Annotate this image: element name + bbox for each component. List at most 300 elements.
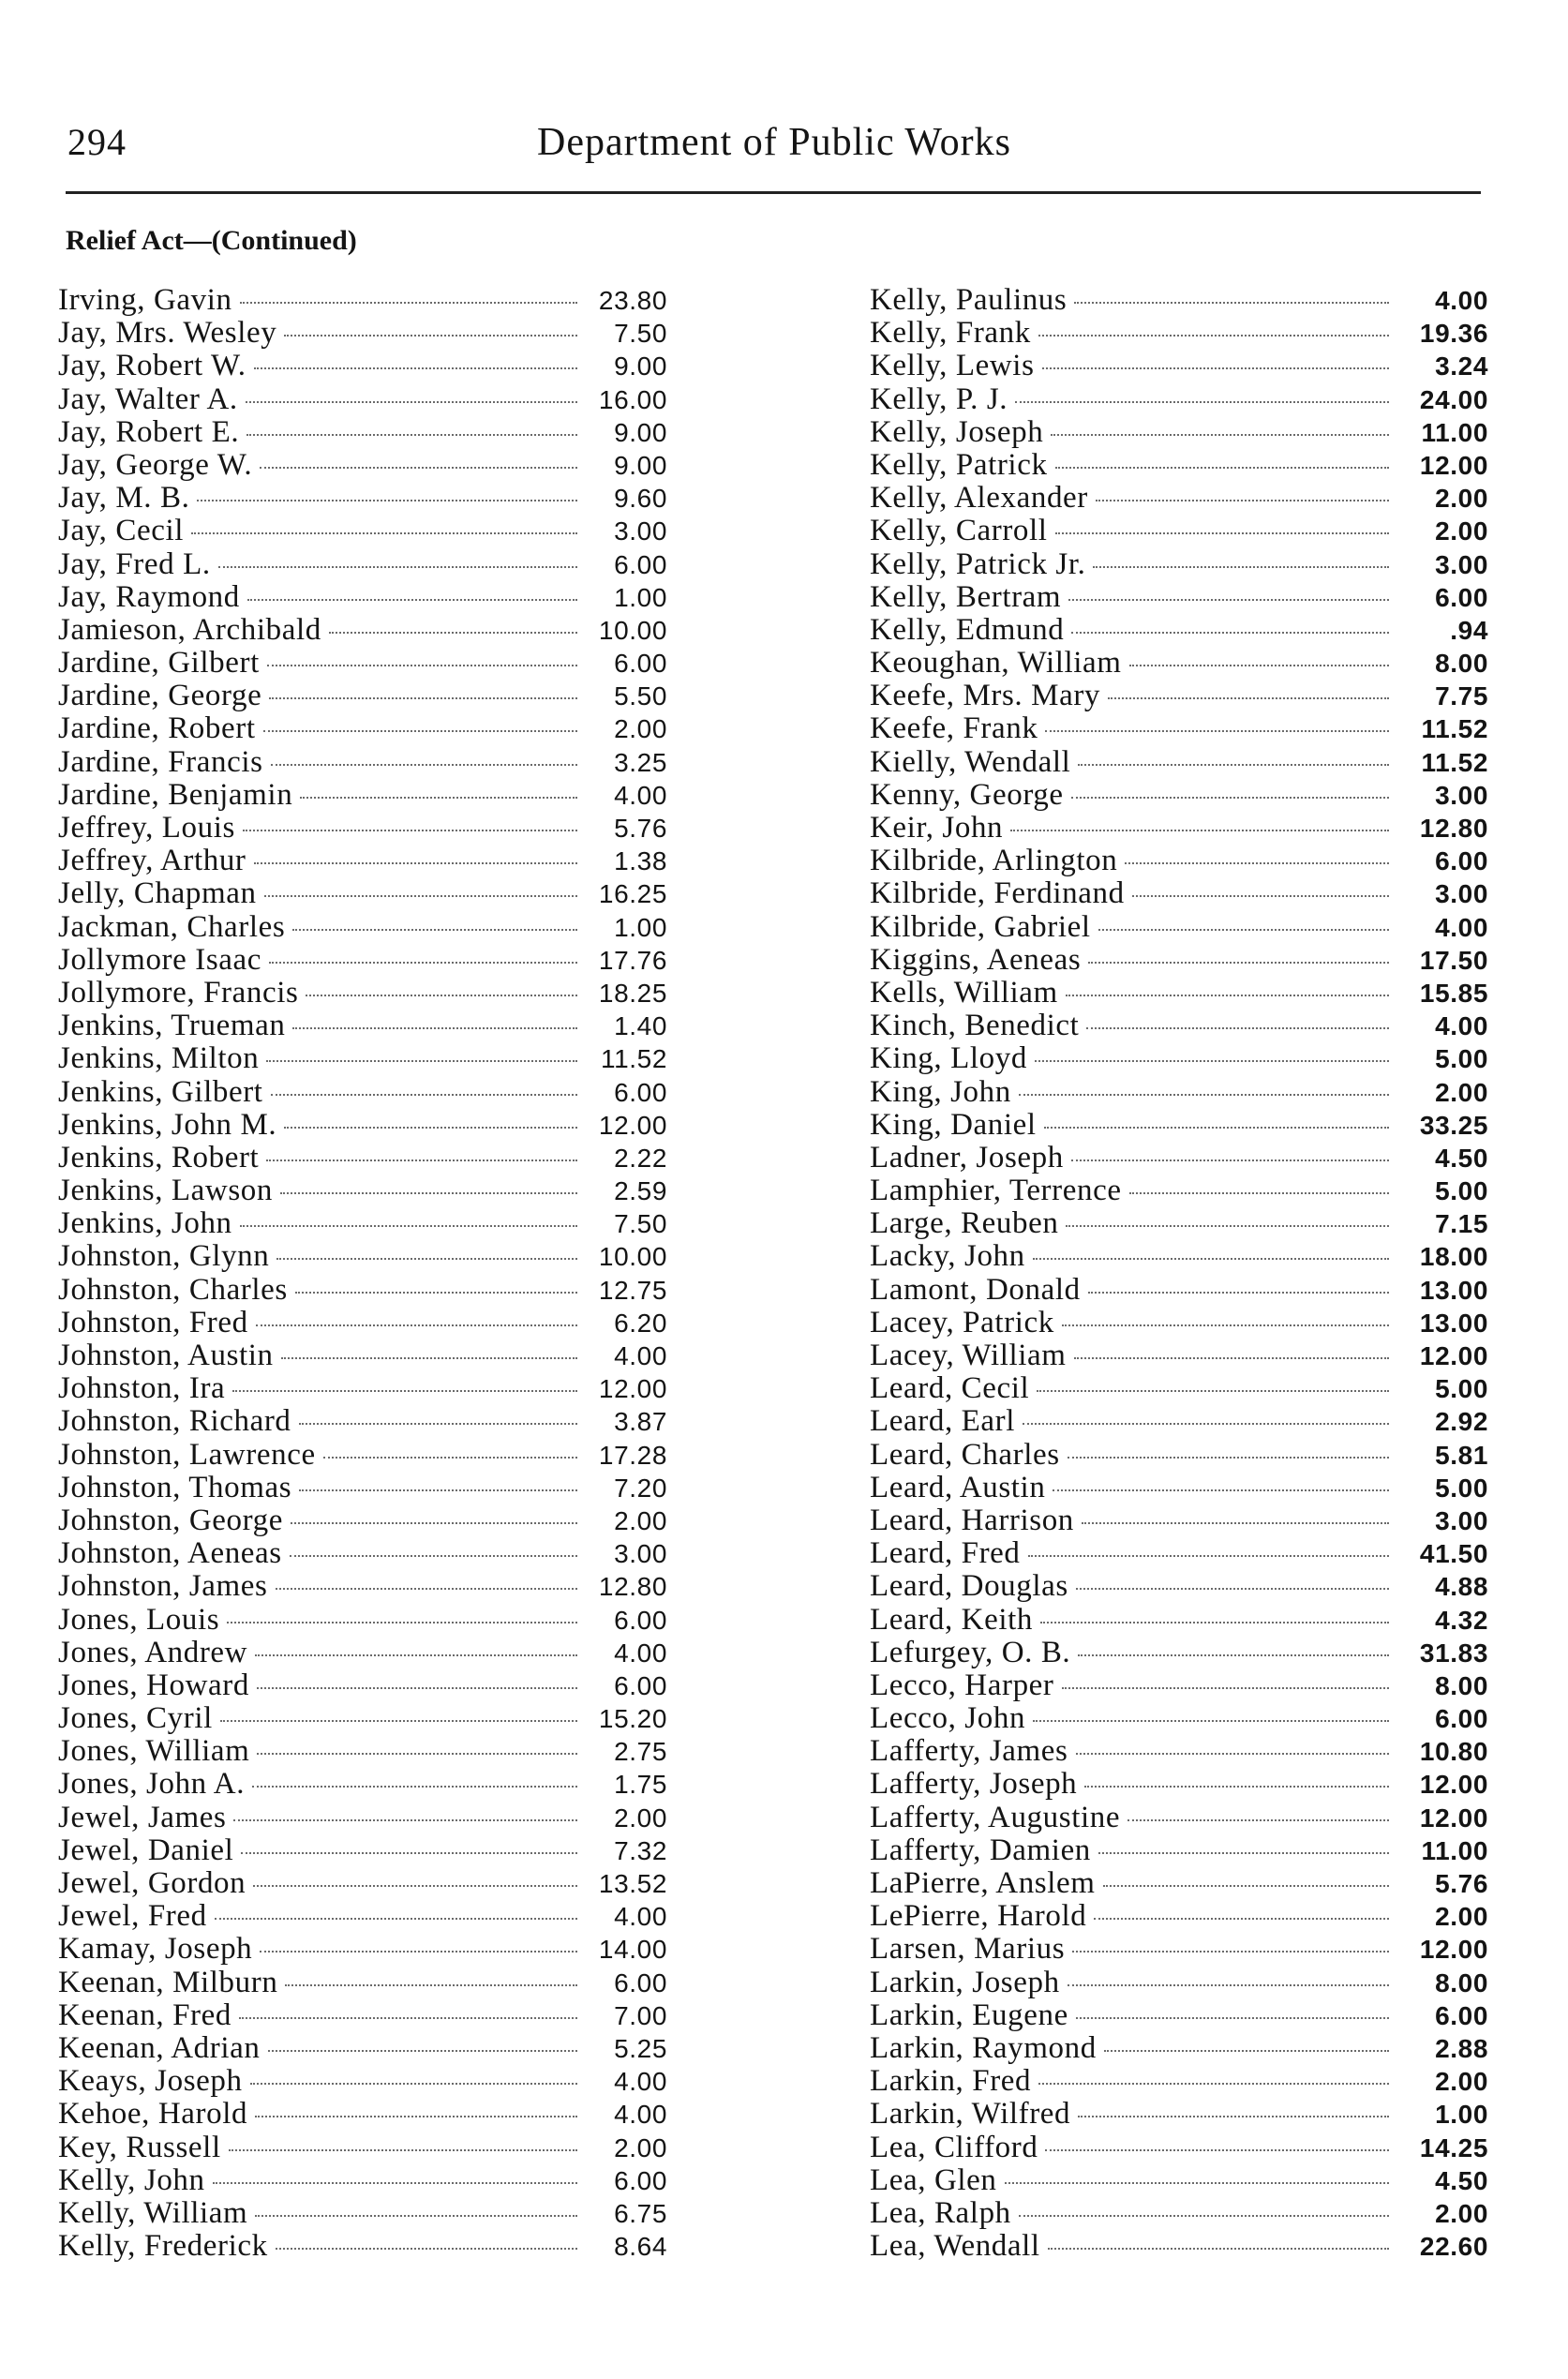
- dot-leader: [285, 1984, 577, 1986]
- list-item: [58, 2164, 667, 2197]
- entry-amount: 14.00: [598, 1935, 667, 1965]
- entry-amount: 2.92: [1435, 1407, 1488, 1437]
- dot-leader: [255, 1654, 577, 1656]
- entry-name: Kilbride, Ferdinand: [870, 876, 1125, 911]
- entry-amount: 3.00: [1435, 879, 1488, 909]
- entry-name: Kelly, Paulinus: [870, 283, 1068, 317]
- list-item: [58, 1076, 667, 1109]
- dot-leader: [1033, 1258, 1389, 1260]
- dot-leader: [240, 302, 577, 304]
- entry-name: LaPierre, Anslem: [870, 1866, 1096, 1900]
- list-item: [58, 1207, 667, 1240]
- entry-name: Lafferty, Augustine: [870, 1800, 1121, 1834]
- entry-amount: 5.76: [1435, 1869, 1488, 1898]
- entry-amount: 9.00: [614, 450, 667, 480]
- entry-name: Leard, Fred: [870, 1536, 1021, 1571]
- entry-amount: 18.00: [1419, 1242, 1488, 1272]
- entry-name: Kelly, Frank: [870, 316, 1031, 351]
- dot-leader: [1076, 1753, 1390, 1755]
- dot-leader: [1005, 2182, 1390, 2184]
- list-item: [870, 1042, 1488, 1075]
- entry-name: Jardine, Gilbert: [58, 646, 260, 681]
- dot-leader: [1078, 2116, 1389, 2117]
- entry-name: Jardine, Francis: [58, 744, 263, 779]
- entry-name: Key, Russell: [58, 2130, 221, 2164]
- list-item: [870, 779, 1488, 812]
- list-item: [870, 1900, 1488, 1933]
- dot-leader: [257, 1753, 577, 1755]
- dot-leader: [1028, 1555, 1389, 1557]
- list-item: [870, 1834, 1488, 1867]
- dot-leader: [255, 2116, 577, 2117]
- dot-leader: [1078, 764, 1389, 766]
- list-item: [58, 1669, 667, 1702]
- list-item: [58, 944, 667, 977]
- dot-leader: [290, 1555, 577, 1557]
- list-item: [870, 1175, 1488, 1207]
- entry-amount: 2.00: [614, 2132, 667, 2162]
- entry-amount: 4.00: [614, 1341, 667, 1370]
- dot-leader: [1094, 1918, 1389, 1920]
- list-item: [58, 1042, 667, 1075]
- entry-amount: 9.60: [614, 484, 667, 514]
- entry-name: Larsen, Marius: [870, 1932, 1066, 1967]
- entry-amount: 8.64: [614, 2232, 667, 2262]
- list-item: [58, 350, 667, 382]
- dot-leader: [233, 1819, 577, 1821]
- entry-name: Jeffrey, Louis: [58, 811, 235, 845]
- entry-amount: 2.88: [1435, 2033, 1488, 2063]
- entry-name: Jones, Cyril: [58, 1701, 213, 1736]
- entry-name: Jay, Raymond: [58, 579, 240, 614]
- list-item: [58, 911, 667, 944]
- list-item: [58, 1142, 667, 1175]
- entry-name: Kelly, Carroll: [870, 514, 1048, 548]
- list-item: [58, 1637, 667, 1669]
- entry-amount: 10.00: [598, 1242, 667, 1272]
- entry-amount: 12.00: [1419, 450, 1488, 480]
- entry-amount: 3.00: [1435, 549, 1488, 579]
- entry-name: Kiggins, Aeneas: [870, 942, 1082, 977]
- dot-leader: [213, 2182, 577, 2184]
- list-item: [58, 515, 667, 547]
- entry-amount: 12.75: [598, 1275, 667, 1305]
- page-number: 294: [67, 121, 127, 163]
- entry-name: Kinch, Benedict: [870, 1009, 1080, 1043]
- list-item: [58, 1702, 667, 1735]
- entry-amount: 12.00: [598, 1374, 667, 1404]
- dot-leader: [1098, 1852, 1389, 1854]
- dot-leader: [1048, 2248, 1389, 2250]
- dot-leader: [1066, 1225, 1389, 1227]
- dot-leader: [1035, 1060, 1389, 1062]
- dot-leader: [260, 1951, 577, 1953]
- list-item: [870, 1867, 1488, 1900]
- list-item: [870, 746, 1488, 779]
- entry-amount: 18.25: [598, 978, 667, 1008]
- entry-name: Jollymore Isaac: [58, 942, 262, 977]
- list-item: [58, 877, 667, 910]
- dot-leader: [1086, 1027, 1389, 1029]
- entry-name: Lea, Wendall: [870, 2229, 1040, 2264]
- dot-leader: [1084, 1786, 1389, 1788]
- list-item: [870, 877, 1488, 910]
- entry-name: Leard, Charles: [870, 1437, 1060, 1472]
- entry-amount: 7.15: [1435, 1209, 1488, 1239]
- dot-leader: [1071, 1160, 1389, 1161]
- entry-amount: 4.00: [1435, 1011, 1488, 1041]
- entry-name: Lamont, Donald: [870, 1272, 1081, 1307]
- entry-amount: 3.00: [1435, 1505, 1488, 1535]
- list-item: [58, 1867, 667, 1900]
- dot-leader: [267, 665, 577, 666]
- dot-leader: [1033, 1720, 1389, 1722]
- list-item: [870, 1274, 1488, 1307]
- entry-name: Lacey, William: [870, 1339, 1067, 1372]
- entry-name: Keefe, Frank: [870, 711, 1038, 746]
- dot-leader: [276, 2248, 577, 2250]
- entry-name: Kelly, Joseph: [870, 414, 1044, 449]
- entry-name: Jardine, Benjamin: [58, 777, 293, 812]
- dot-leader: [1082, 1522, 1389, 1524]
- dot-leader: [1068, 1984, 1389, 1986]
- list-item: [870, 1240, 1488, 1273]
- entry-amount: 15.85: [1419, 978, 1488, 1008]
- entry-amount: 7.00: [614, 2000, 667, 2030]
- dot-leader: [1096, 500, 1389, 501]
- entry-amount: 23.80: [598, 286, 667, 315]
- dot-leader: [1093, 566, 1389, 568]
- dot-leader: [1062, 1687, 1389, 1689]
- dot-leader: [218, 566, 577, 568]
- entry-name: Large, Reuben: [870, 1206, 1059, 1241]
- entry-name: Jackman, Charles: [58, 909, 286, 944]
- list-item: [870, 1339, 1488, 1372]
- entry-name: Jay, Robert E.: [58, 414, 240, 449]
- list-item: [870, 1010, 1488, 1042]
- entry-name: King, John: [870, 1074, 1011, 1109]
- entry-amount: 1.75: [614, 1770, 667, 1800]
- entry-amount: 2.75: [614, 1737, 667, 1767]
- dot-leader: [276, 1258, 577, 1260]
- entry-amount: 6.00: [1435, 846, 1488, 876]
- entry-amount: 5.00: [1435, 1176, 1488, 1206]
- list-item: [870, 1570, 1488, 1603]
- page-title: Department of Public Works: [537, 121, 1011, 164]
- entry-name: Larkin, Fred: [870, 2064, 1032, 2099]
- entry-name: Johnston, George: [58, 1503, 283, 1537]
- dot-leader: [299, 1489, 577, 1491]
- entry-amount: 5.25: [614, 2033, 667, 2063]
- list-item: [870, 944, 1488, 977]
- dot-leader: [1071, 632, 1389, 634]
- entry-name: Kelly, P. J.: [870, 382, 1008, 416]
- entry-amount: 6.00: [614, 649, 667, 679]
- list-item: [58, 284, 667, 317]
- entry-amount: 8.00: [1435, 1670, 1488, 1700]
- dot-leader: [1104, 2050, 1389, 2052]
- entry-amount: 5.00: [1435, 1473, 1488, 1503]
- entry-amount: 10.00: [598, 615, 667, 645]
- list-item: [870, 1142, 1488, 1175]
- entry-name: Kelly, Lewis: [870, 349, 1035, 383]
- list-item: [870, 1405, 1488, 1438]
- list-item: [870, 647, 1488, 680]
- entry-amount: 12.00: [1419, 1935, 1488, 1965]
- dot-leader: [1068, 1457, 1389, 1459]
- dot-leader: [269, 697, 577, 699]
- list-item: [58, 746, 667, 779]
- list-item: [870, 1537, 1488, 1570]
- entry-amount: 13.52: [598, 1869, 667, 1898]
- list-item: [58, 449, 667, 482]
- entry-amount: 2.00: [1435, 516, 1488, 546]
- entry-name: LePierre, Harold: [870, 1899, 1087, 1934]
- dot-leader: [271, 1094, 577, 1096]
- entry-amount: 11.00: [1421, 1835, 1488, 1865]
- list-item: [870, 416, 1488, 449]
- dot-leader: [291, 1522, 577, 1524]
- entry-amount: 3.00: [614, 1539, 667, 1569]
- entry-amount: 4.00: [614, 780, 667, 810]
- entry-name: Keenan, Milburn: [58, 1965, 278, 1999]
- entry-name: Johnston, James: [58, 1569, 268, 1604]
- list-item: [870, 1439, 1488, 1472]
- list-item: [58, 614, 667, 647]
- list-item: [870, 482, 1488, 515]
- entry-amount: 9.00: [614, 417, 667, 447]
- dot-leader: [1053, 1489, 1389, 1491]
- entry-amount: 7.20: [614, 1473, 667, 1503]
- entry-amount: 6.00: [614, 2165, 667, 2195]
- dot-leader: [254, 862, 577, 864]
- list-item: [58, 1504, 667, 1537]
- entry-name: Kelly, Patrick Jr.: [870, 546, 1086, 581]
- entry-amount: 4.50: [1435, 2165, 1488, 2195]
- left-column-list: [58, 284, 667, 2263]
- list-item: [870, 1735, 1488, 1768]
- entry-amount: 12.00: [1419, 1803, 1488, 1833]
- entry-name: Lacky, John: [870, 1239, 1025, 1274]
- entry-amount: 7.50: [614, 319, 667, 349]
- dot-leader: [191, 532, 577, 534]
- page-header: [67, 120, 1481, 176]
- dot-leader: [246, 401, 577, 403]
- entry-amount: 6.00: [614, 1670, 667, 1700]
- list-item: [58, 1802, 667, 1834]
- entry-name: Kilbride, Gabriel: [870, 909, 1091, 944]
- entry-name: Johnston, Fred: [58, 1305, 248, 1339]
- entry-amount: 6.00: [1435, 2000, 1488, 2030]
- dot-leader: [1044, 1127, 1389, 1129]
- entry-name: Johnston, Richard: [58, 1404, 291, 1439]
- dot-leader: [306, 995, 577, 996]
- entry-amount: 12.00: [1419, 1770, 1488, 1800]
- dot-leader: [1076, 1588, 1389, 1590]
- dot-leader: [300, 797, 577, 799]
- dot-leader: [197, 500, 577, 501]
- entry-name: King, Daniel: [870, 1107, 1037, 1142]
- list-item: [870, 1933, 1488, 1966]
- entry-name: Larkin, Eugene: [870, 1997, 1068, 2032]
- entry-name: Lefurgey, O. B.: [870, 1635, 1071, 1669]
- list-item: [870, 680, 1488, 712]
- entry-amount: 3.00: [1435, 780, 1488, 810]
- entry-amount: 7.50: [614, 1209, 667, 1239]
- entry-amount: 4.50: [1435, 1143, 1488, 1173]
- entry-amount: 1.00: [614, 582, 667, 612]
- dot-leader: [1071, 797, 1389, 799]
- list-item: [870, 2197, 1488, 2230]
- entry-name: Larkin, Raymond: [870, 2030, 1097, 2065]
- entry-amount: 6.75: [614, 2198, 667, 2228]
- entry-amount: 5.00: [1435, 1044, 1488, 1074]
- entry-amount: 8.00: [1435, 1968, 1488, 1997]
- dot-leader: [220, 1720, 577, 1722]
- entry-name: Jenkins, Robert: [58, 1140, 260, 1175]
- entry-amount: 6.20: [614, 1308, 667, 1338]
- entry-name: Kelly, William: [58, 2195, 248, 2230]
- list-item: [58, 1967, 667, 1999]
- entry-name: Jay, Fred L.: [58, 546, 211, 581]
- entry-amount: 2.00: [614, 714, 667, 744]
- entry-name: Kelly, Edmund: [870, 612, 1065, 647]
- entry-name: Jewel, Daniel: [58, 1833, 234, 1867]
- entry-name: Jamieson, Archibald: [58, 612, 321, 647]
- entry-amount: 11.52: [601, 1044, 667, 1074]
- entry-amount: 12.80: [1419, 814, 1488, 843]
- dot-leader: [284, 335, 577, 337]
- entry-name: Leard, Keith: [870, 1602, 1033, 1637]
- list-item: [58, 1735, 667, 1768]
- list-item: [870, 1109, 1488, 1142]
- dot-leader: [1098, 929, 1389, 931]
- list-item: [870, 1999, 1488, 2032]
- list-item: [870, 515, 1488, 547]
- dot-leader: [1062, 1324, 1389, 1326]
- dot-leader: [1088, 1292, 1389, 1294]
- entry-name: Jenkins, Lawson: [58, 1174, 273, 1208]
- list-item: [58, 1604, 667, 1637]
- entry-amount: 3.00: [614, 516, 667, 546]
- entry-amount: 10.80: [1419, 1737, 1488, 1767]
- list-item: [58, 317, 667, 350]
- entry-amount: 4.00: [1435, 912, 1488, 942]
- list-item: [58, 1439, 667, 1472]
- entry-amount: 31.83: [1419, 1638, 1488, 1668]
- list-item: [870, 1207, 1488, 1240]
- list-item: [870, 317, 1488, 350]
- list-item: [58, 845, 667, 877]
- entry-name: Lecco, John: [870, 1701, 1026, 1736]
- dot-leader: [268, 2050, 578, 2052]
- dot-leader: [1042, 367, 1389, 369]
- entry-amount: 16.25: [598, 879, 667, 909]
- dot-leader: [1125, 862, 1389, 864]
- entry-name: Larkin, Joseph: [870, 1965, 1060, 1999]
- entry-name: Irving, Gavin: [58, 283, 232, 317]
- list-item: [58, 2132, 667, 2164]
- entry-amount: 5.81: [1435, 1440, 1488, 1470]
- dot-leader: [1129, 665, 1389, 666]
- list-item: [58, 482, 667, 515]
- entry-name: Lea, Glen: [870, 2162, 997, 2197]
- list-item: [870, 1802, 1488, 1834]
- entry-amount: 14.25: [1419, 2132, 1488, 2162]
- entry-name: Jones, William: [58, 1734, 250, 1769]
- entry-name: Jardine, Robert: [58, 711, 256, 746]
- entry-name: Kelly, Bertram: [870, 579, 1062, 614]
- dot-leader: [266, 1160, 577, 1161]
- entry-amount: 24.00: [1419, 384, 1488, 414]
- entry-amount: 4.00: [614, 1902, 667, 1932]
- list-item: [870, 1637, 1488, 1669]
- entry-name: Johnston, Glynn: [58, 1239, 270, 1274]
- list-item: [58, 1999, 667, 2032]
- dot-leader: [329, 632, 577, 634]
- entry-name: Leard, Earl: [870, 1404, 1016, 1439]
- entry-amount: 12.00: [598, 1110, 667, 1140]
- entry-amount: 4.32: [1435, 1605, 1488, 1635]
- entry-name: Jones, John A.: [58, 1767, 246, 1802]
- entry-name: Jollymore, Francis: [58, 975, 299, 1010]
- entry-name: Jenkins, John M.: [58, 1107, 277, 1142]
- entry-name: Jay, Mrs. Wesley: [58, 316, 277, 351]
- entry-amount: .94: [1450, 615, 1488, 645]
- list-item: [870, 812, 1488, 845]
- right-column-list: [870, 284, 1488, 2263]
- entry-amount: 15.20: [598, 1704, 667, 1734]
- list-item: [870, 1307, 1488, 1339]
- header-rule: [66, 191, 1481, 194]
- entry-amount: 11.00: [1421, 417, 1488, 447]
- entry-amount: 7.32: [614, 1835, 667, 1865]
- dot-leader: [256, 1324, 577, 1326]
- list-item: [870, 2230, 1488, 2263]
- entry-amount: 4.00: [614, 2067, 667, 2097]
- dot-leader: [1019, 2215, 1389, 2217]
- dot-leader: [1037, 1390, 1389, 1392]
- dot-leader: [299, 1423, 577, 1425]
- entry-amount: 33.25: [1419, 1110, 1488, 1140]
- entry-name: Jewel, Gordon: [58, 1866, 246, 1900]
- entry-amount: 6.00: [614, 1968, 667, 1997]
- list-item: [870, 1504, 1488, 1537]
- entry-amount: 4.88: [1435, 1572, 1488, 1602]
- entry-name: Lea, Ralph: [870, 2195, 1011, 2230]
- entry-name: Keenan, Adrian: [58, 2030, 261, 2065]
- entry-amount: 2.00: [1435, 484, 1488, 514]
- list-item: [58, 2230, 667, 2263]
- entry-name: King, Lloyd: [870, 1041, 1027, 1076]
- list-item: [58, 2197, 667, 2230]
- entry-amount: 1.00: [1435, 2100, 1488, 2130]
- entry-name: Jay, Robert W.: [58, 349, 246, 383]
- dot-leader: [243, 830, 577, 831]
- entry-amount: 12.80: [598, 1572, 667, 1602]
- dot-leader: [269, 962, 577, 964]
- entry-amount: 11.52: [1421, 747, 1488, 777]
- entry-amount: 3.25: [614, 747, 667, 777]
- entry-name: Larkin, Wilfred: [870, 2097, 1071, 2132]
- list-item: [870, 383, 1488, 416]
- list-item: [58, 1537, 667, 1570]
- list-item: [58, 1307, 667, 1339]
- entry-name: Jewel, James: [58, 1800, 227, 1834]
- list-item: [58, 1405, 667, 1438]
- dot-leader: [1066, 995, 1389, 996]
- dot-leader: [239, 2017, 577, 2019]
